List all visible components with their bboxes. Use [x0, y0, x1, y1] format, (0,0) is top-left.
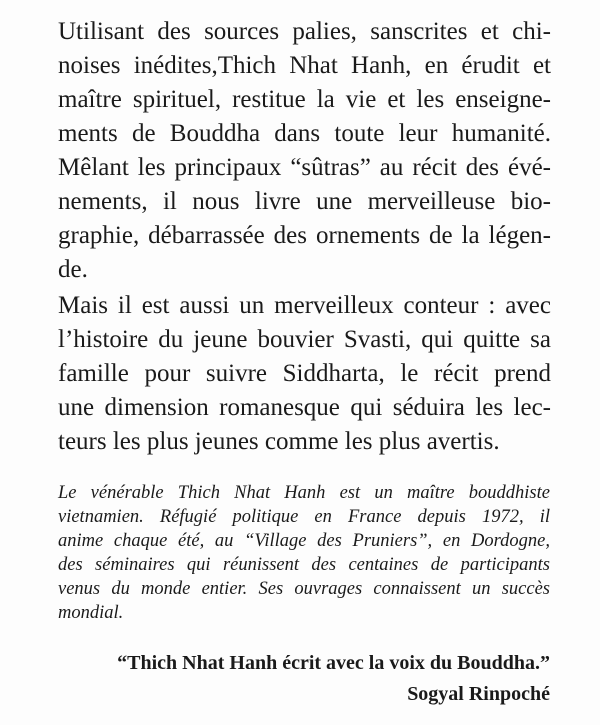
description-line: de.: [58, 256, 88, 283]
author-bio-line: venus du monde entier. Ses ouvrages connaissent un succès: [58, 579, 550, 599]
description-line: une dimension romanesque qui séduira les lec-: [58, 394, 551, 421]
description-line: maître spirituel, restitue la vie et les enseigne-: [58, 86, 551, 113]
description-line: teurs les plus jeunes comme les plus avertis.: [58, 428, 500, 455]
description-line: graphie, débarrassée des ornements de la légen-: [58, 222, 551, 249]
author-bio-line: vietnamien. Réfugié politique en France depuis 1972, il: [58, 507, 550, 527]
author-bio-line: anime chaque été, au “Village des Pruniers”, en Dordogne,: [58, 531, 550, 551]
author-bio-line: Le vénérable Thich Nhat Hanh est un maître bouddhiste: [58, 483, 550, 503]
description-line: nements, il nous livre une merveilleuse bio-: [58, 188, 551, 215]
description-line: Mais il est aussi un merveilleux conteur : avec: [58, 292, 551, 319]
description-line: famille pour suivre Siddharta, le récit prend: [58, 360, 551, 387]
description-line: noises inédites,Thich Nhat Hanh, en érudit et: [58, 52, 551, 79]
author-bio-line: des séminaires qui réunissent des centaines de participants: [58, 555, 550, 575]
description-line: ments de Bouddha dans toute leur humanité.: [58, 120, 551, 147]
description-line: l’histoire du jeune bouvier Svasti, qui quitte sa: [58, 326, 551, 353]
endorsement-quote: “Thich Nhat Hanh écrit avec la voix du Bouddha.”: [117, 652, 550, 674]
author-bio-line: mondial.: [58, 603, 124, 623]
description-line: Mêlant les principaux “sûtras” au récit des évé-: [58, 154, 551, 181]
endorsement-author: Sogyal Rinpoché: [407, 683, 550, 705]
description-line: Utilisant des sources palies, sanscrites et chi-: [58, 18, 551, 45]
